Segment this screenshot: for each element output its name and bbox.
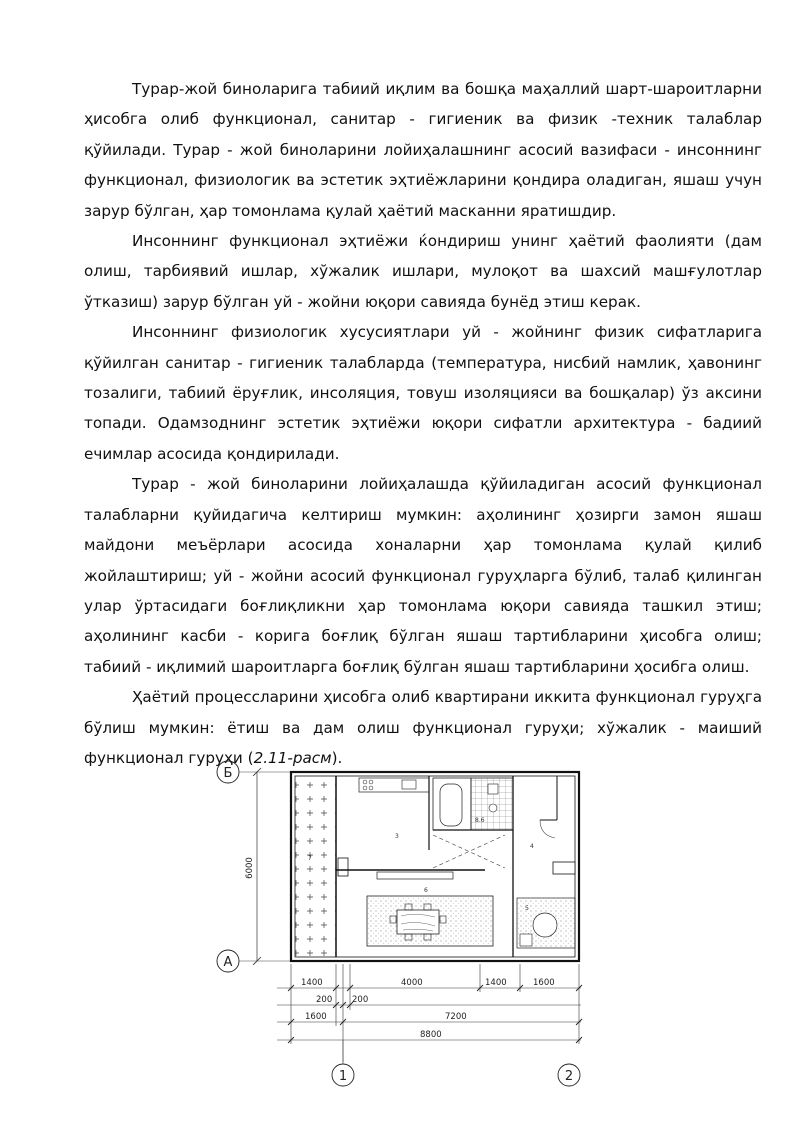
dim-200-a: 200: [316, 995, 333, 1005]
dim-8800: 8800: [420, 1030, 442, 1040]
dim-200-b: 200: [352, 995, 369, 1005]
paragraph-5-closing: ).: [331, 748, 343, 767]
apartment-floor-plan: [205, 750, 600, 1095]
dim-1400-right: 1400: [485, 978, 507, 988]
body-text: [84, 74, 762, 773]
axis-label-b: Б: [223, 766, 233, 781]
paragraph-5-text: Ҳаётий процессларини ҳисобга олиб квартирани иккита функционал гуруҳга бўлиш мумкин: ётиш ва дам олиш функционал гуруҳи; хўжалик - маиший функционал гуруҳи (: [84, 688, 762, 767]
figure-reference: 2.11-расм: [253, 748, 332, 767]
dim-4000: 4000: [401, 978, 423, 988]
axis-label-2: 2: [564, 1069, 574, 1084]
dim-1400-left: 1400: [301, 978, 323, 988]
bath-area: [433, 778, 471, 830]
paragraph-4: Турар - жой биноларини лойиҳалашда қўйиладиган асосий функционал талабларни қуйидагича келтириш мумкин: аҳолининг ҳозирги замон яшаш майдони меъёрлари асосида хоналарни ҳар томонлама қулай қилиб жойлаштириш; уй - жойни асосий функционал гуруҳларга бўлиб, талаб қилинган улар ўртасидаги боғлиқликни ҳар томонлама юқори савияда ташкил этиш; аҳолининг касби - корига боғлиқ бўлган яшаш тартибларини ҳисобга олиш; табиий - иқлимий шароитларга боғлиқ бўлган яшаш тартибларини ҳосибга олиш.: [84, 475, 762, 676]
room-number-8-6: 8.6: [475, 817, 485, 824]
paragraph-1: Турар-жой биноларига табиий иқлим ва бошқа маҳаллий шарт-шароитларни ҳисобга олиб функционал, санитар - гигиеник ва физик -техник талаблар қўйилади. Турар - жой биноларини лойиҳалашнинг асосий вазифаси - инсоннинг функционал, физиологик ва эстетик эҳтиёжларини қондира оладиган, яшаш учун зарур бўлган, ҳар томонлама қулай ҳаётий масканни яратишдир.: [84, 80, 762, 220]
loggia-hatch: [295, 776, 336, 957]
dim-1600-right: 1600: [533, 978, 555, 988]
room-number-7: 7: [308, 855, 312, 862]
room-number-5: 5: [525, 905, 529, 912]
paragraph-3: Инсоннинг физиологик хусусиятлари уй - жойнинг физик сифатларига қўйилган санитар - гигиеник талабларда (температура, нисбий намлик, ҳавонинг тозалиги, табиий ёруғлик, инсоляция, товуш изоляцияси ва бошқалар) ўз аксини топади. Одамзоднинг эстетик эҳтиёжи юқори сифатли архитектура - бадиий ечимлар асосида қондирилади.: [84, 323, 762, 463]
room-number-6: 6: [424, 887, 428, 894]
dim-1600-left: 1600: [305, 1012, 327, 1022]
room-number-4: 4: [530, 843, 534, 850]
dim-7200: 7200: [445, 1012, 467, 1022]
vertical-dimension: 6000: [245, 857, 255, 879]
axis-label-a: А: [223, 955, 233, 970]
axis-label-1: 1: [338, 1069, 348, 1084]
paragraph-2: Инсоннинг функционал эҳтиёжи ќондириш унинг ҳаётий фаолияти (дам олиш, тарбиявий ишлар, хўжалик ишлари, мулоқот ва шахсий машғулотлар ўтказиш) зарур бўлган уй - жойни юқори савияда бунёд этиш керак.: [84, 232, 762, 311]
room-number-3: 3: [395, 833, 399, 840]
